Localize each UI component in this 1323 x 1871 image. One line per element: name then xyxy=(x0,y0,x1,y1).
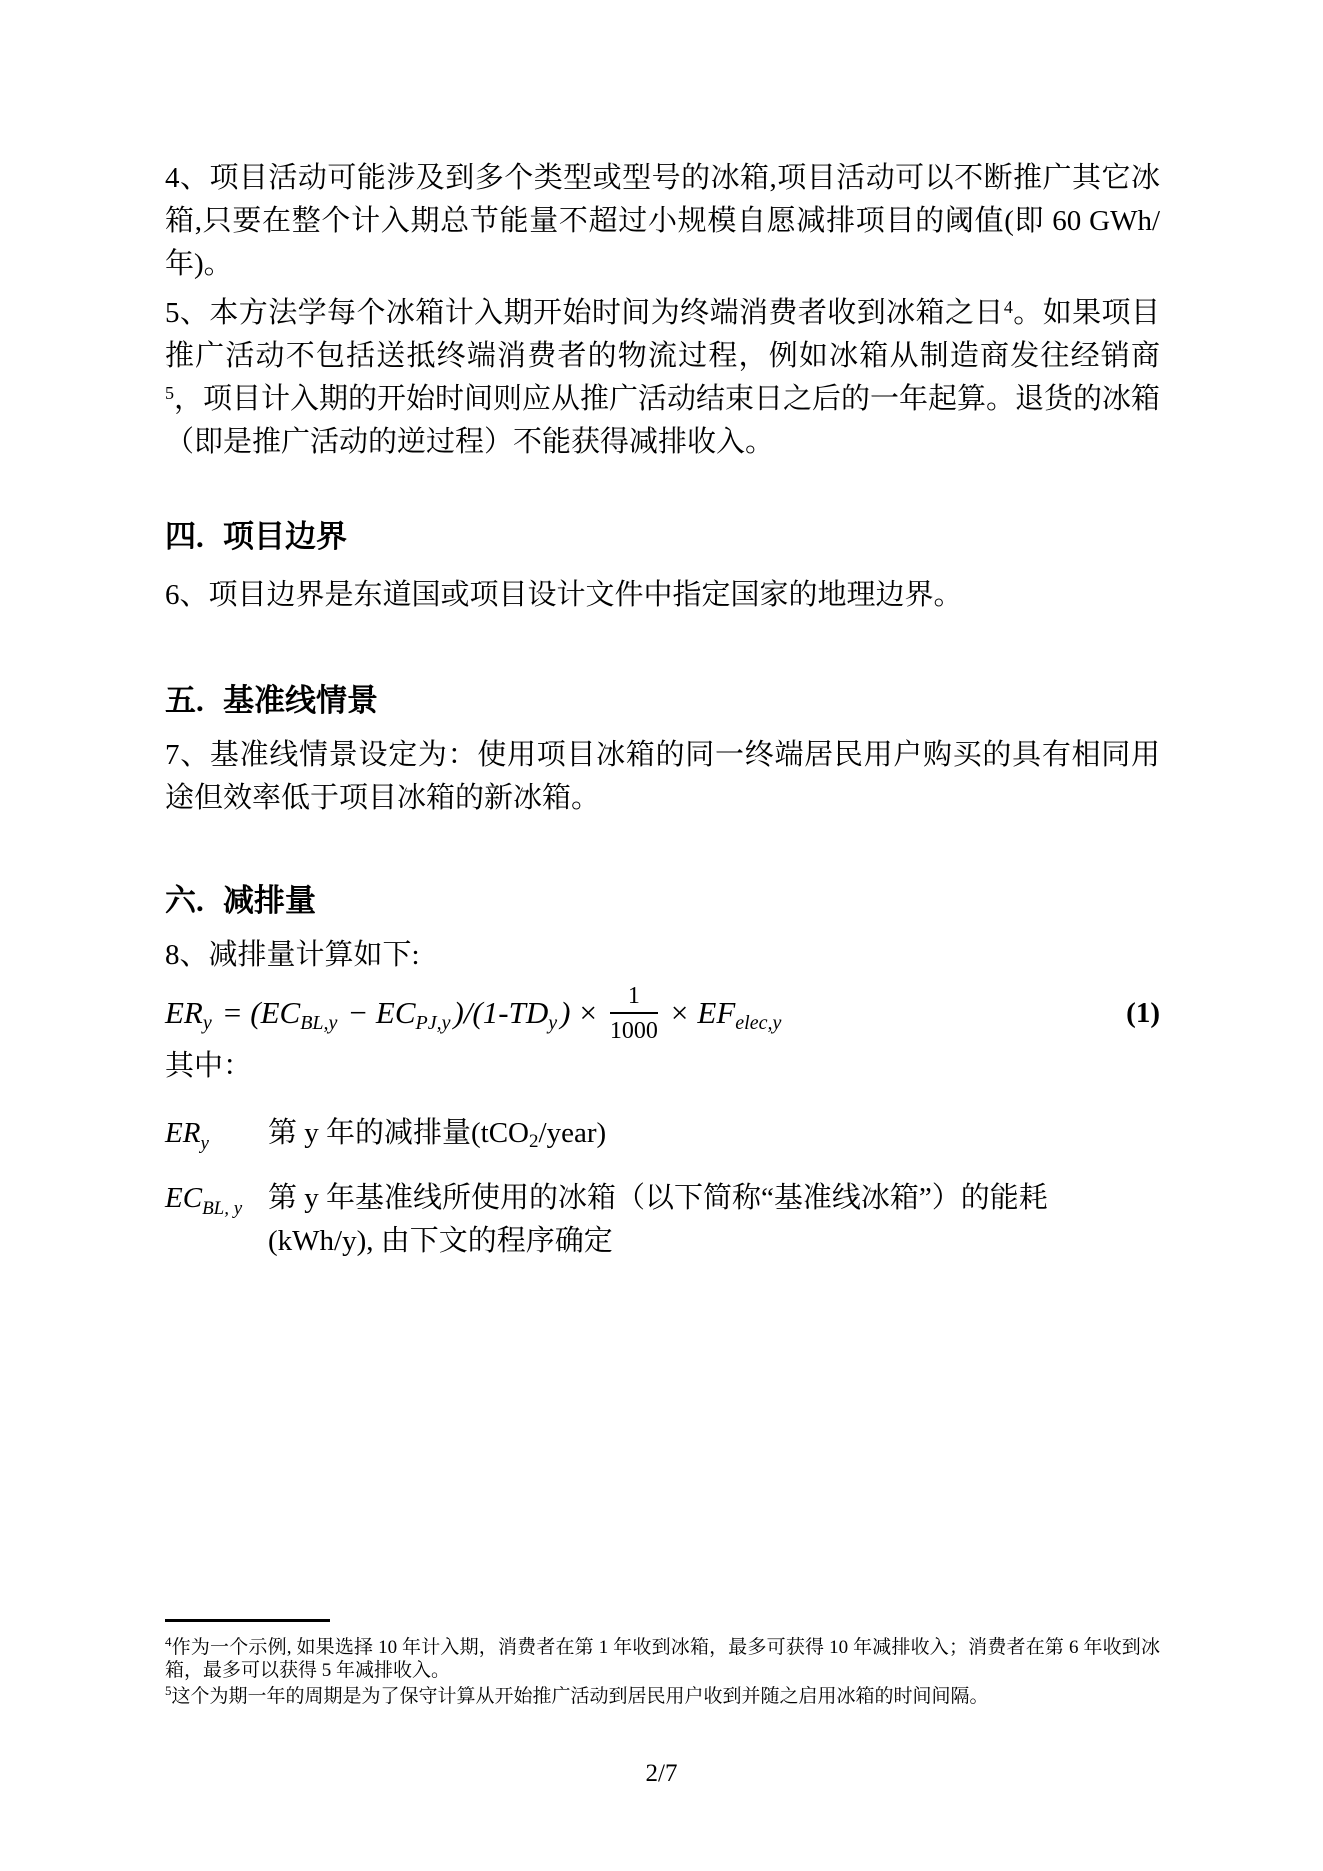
formula-ec-pj: EC xyxy=(375,995,416,1030)
definition-text-post: /year) xyxy=(538,1117,607,1149)
where-label: 其中： xyxy=(165,1050,253,1082)
definition-term-er xyxy=(165,1112,268,1158)
section-number: 六. xyxy=(165,883,204,918)
formula-ef-subscript: elec,y xyxy=(735,1011,782,1034)
formula-ec-pj-subscript: PJ,y xyxy=(415,1011,451,1034)
paragraph-5-text-pre: 5、本方法学每个冰箱计入期开始时间为终端消费者收到冰箱之日 xyxy=(165,297,1004,329)
term-subscript: BL, y xyxy=(202,1198,243,1219)
multiply-sign: × xyxy=(670,995,689,1030)
formula-er-subscript: y xyxy=(202,1011,212,1034)
definition-text-ec-bl xyxy=(268,1177,1160,1263)
equation-number: (1) xyxy=(1126,996,1160,1029)
footnote-ref-4: 4 xyxy=(1003,297,1013,317)
formula-td-subscript: y xyxy=(548,1011,558,1034)
paragraph-7: 7、基准线情景设定为：使用项目冰箱的同一终端居民用户购买的具有相同用途但效率低于项目冰箱的新冰箱。 xyxy=(165,739,1160,814)
section-heading-emission-reduction xyxy=(165,879,1160,922)
formula-ec-bl-subscript: BL,y xyxy=(300,1011,338,1034)
formula-ef: EF xyxy=(697,995,736,1030)
fraction-numerator: 1 xyxy=(627,982,640,1009)
term-subscript: y xyxy=(200,1133,209,1154)
equals-sign: = xyxy=(223,995,242,1030)
paragraph-6: 6、项目边界是东道国或项目设计文件中指定国家的地理边界。 xyxy=(165,579,963,611)
multiply-sign: × xyxy=(579,995,597,1030)
section-title: 项目边界 xyxy=(223,519,347,554)
section-title: 减排量 xyxy=(223,883,316,918)
section-number: 五. xyxy=(165,683,204,718)
paragraph-5-text-post: ，项目计入期的开始时间则应从推广活动结束日之后的一年起算。退货的冰箱（即是推广活动的逆过程）不能获得减排收入。 xyxy=(165,383,1161,458)
definition-term-ec-bl xyxy=(165,1177,268,1263)
definition-text-pre: 第 y 年的减排量(tCO xyxy=(268,1117,530,1149)
section-heading-baseline-scenario xyxy=(165,679,1160,722)
page-number: 2/7 xyxy=(645,1760,678,1787)
paragraph-5 xyxy=(165,292,1160,464)
footnote-4-marker: 4 xyxy=(165,1634,172,1649)
definition-ec-bl xyxy=(165,1177,1160,1263)
paragraph-8: 8、减排量计算如下: xyxy=(165,939,420,971)
section-number: 四. xyxy=(165,519,204,554)
section-title: 基准线情景 xyxy=(223,683,378,718)
footnote-5-text: 这个为期一年的周期是为了保守计算从开始推广活动到居民用户收到并随之启用冰箱的时间间隔。 xyxy=(171,1686,989,1707)
paragraph-4: 4、项目活动可能涉及到多个类型或型号的冰箱,项目活动可以不断推广其它冰箱,只要在整个计入期总节能量不超过小规模自愿减排项目的阈值(即 60 GWh/年)。 xyxy=(165,162,1160,280)
fraction-denominator: 1000 xyxy=(610,1012,658,1043)
term-base: EC xyxy=(165,1182,203,1214)
term-base: ER xyxy=(165,1117,201,1149)
footnote-5-marker: 5 xyxy=(165,1683,172,1698)
equation-1 xyxy=(165,981,1160,1045)
co2-subscript: 2 xyxy=(529,1131,539,1152)
footnote-ref-5: 5 xyxy=(165,383,174,403)
definition-line-1: 第 y 年基准线所使用的冰箱（以下简称“基准线冰箱”）的能耗 xyxy=(268,1182,1048,1214)
footnotes-section xyxy=(165,1619,1160,1708)
fraction-one-thousandth xyxy=(610,984,658,1043)
formula-close-paren: ) xyxy=(560,995,571,1030)
footnote-5 xyxy=(165,1685,1160,1708)
formula-er: ER xyxy=(165,995,203,1030)
footnote-separator xyxy=(165,1619,330,1622)
footnote-4-text: 作为一个示例, 如果选择 10 年计入期，消费者在第 1 年收到冰箱，最多可获得 10 年减排收入；消费者在第 6 年收到冰箱，最多可以获得 5 年减排收入。 xyxy=(165,1637,1160,1681)
formula-ec-bl: (EC xyxy=(250,995,301,1030)
paragraph-5-text-mid: 。如果项目推广活动不包括送抵终端消费者的物流过程，例如冰箱从制造商发往经销商 xyxy=(165,297,1160,372)
definition-text-er xyxy=(268,1112,1160,1158)
formula-divisor: )/(1-TD xyxy=(453,995,549,1030)
footnote-4 xyxy=(165,1636,1160,1682)
definition-line-2: (kWh/y), 由下文的程序确定 xyxy=(268,1225,613,1257)
definition-er xyxy=(165,1112,1160,1158)
minus-sign: − xyxy=(349,995,367,1030)
section-heading-project-boundary xyxy=(165,515,1160,558)
